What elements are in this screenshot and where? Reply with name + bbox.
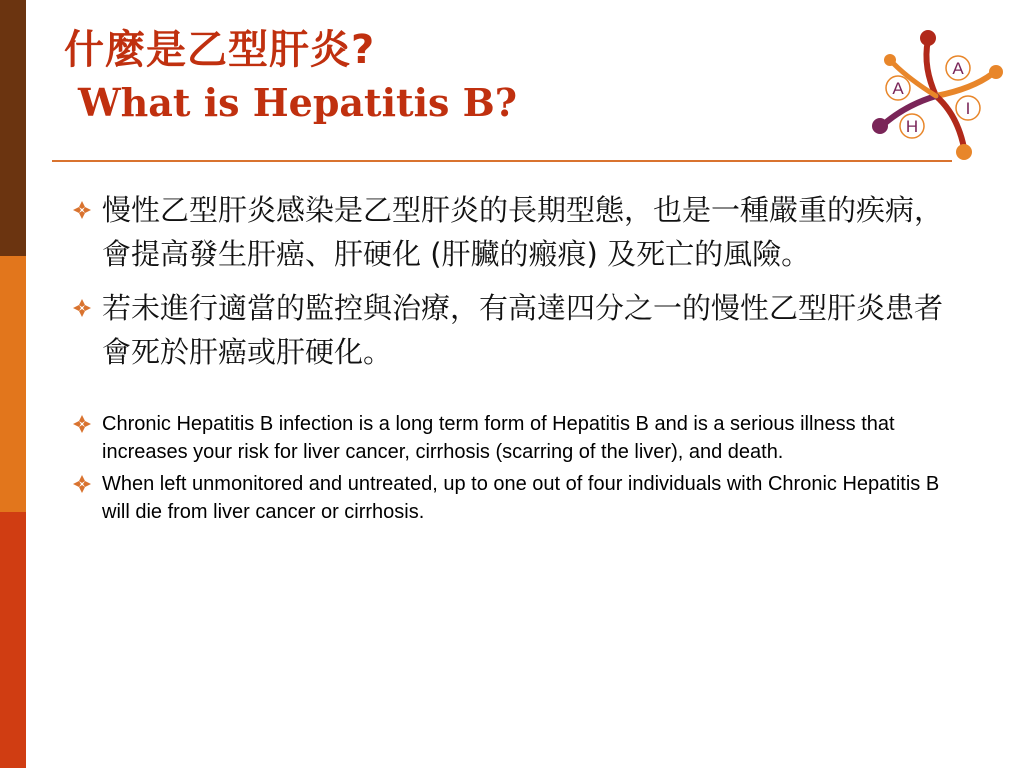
bullet-en-2-text: When left unmonitored and untreated, up to one out of four individuals with Chronic Hepatitis B will die from liver cancer or cirrhosis. xyxy=(102,473,940,523)
left-stripe-middle xyxy=(0,256,26,512)
bullet-spacer xyxy=(66,384,946,410)
aahi-logo xyxy=(868,26,1004,164)
left-stripe-top xyxy=(0,0,26,256)
bullet-en-1 xyxy=(66,410,946,466)
bullet-en-1-text: Chronic Hepatitis B infection is a long term form of Hepatitis B and is a serious illness that increases your risk for liver cancer, cirrhosis (scarring of the liver), and death. xyxy=(102,413,895,463)
slide-title xyxy=(64,24,517,128)
logo-letter-i: I xyxy=(965,99,971,118)
bullet-zh-1 xyxy=(66,188,946,276)
bullet-zh-2-text: 若未進行適當的監控與治療，有高達四分之一的慢性乙型肝炎患者會死於肝癌或肝硬化。 xyxy=(102,291,944,369)
diamond-bullet-icon xyxy=(72,414,92,434)
diamond-bullet-icon xyxy=(72,474,92,494)
left-stripe-bottom xyxy=(0,512,26,768)
bullet-list xyxy=(66,188,946,530)
logo-letter-a1: A xyxy=(892,79,904,98)
bullet-zh-2 xyxy=(66,286,946,374)
logo-letter-a2: A xyxy=(952,59,964,78)
title-chinese: 什麼是乙型肝炎? xyxy=(64,27,376,73)
logo-letter-h: H xyxy=(905,117,919,136)
title-divider xyxy=(52,160,952,162)
bullet-en-2 xyxy=(66,470,946,526)
title-english: What is Hepatitis B? xyxy=(78,80,518,125)
bullet-zh-1-text: 慢性乙型肝炎感染是乙型肝炎的長期型態，也是一種嚴重的疾病，會提高發生肝癌、肝硬化 (肝臟的瘢痕) 及死亡的風險。 xyxy=(102,193,944,271)
diamond-bullet-icon xyxy=(72,200,92,220)
diamond-bullet-icon xyxy=(72,298,92,318)
